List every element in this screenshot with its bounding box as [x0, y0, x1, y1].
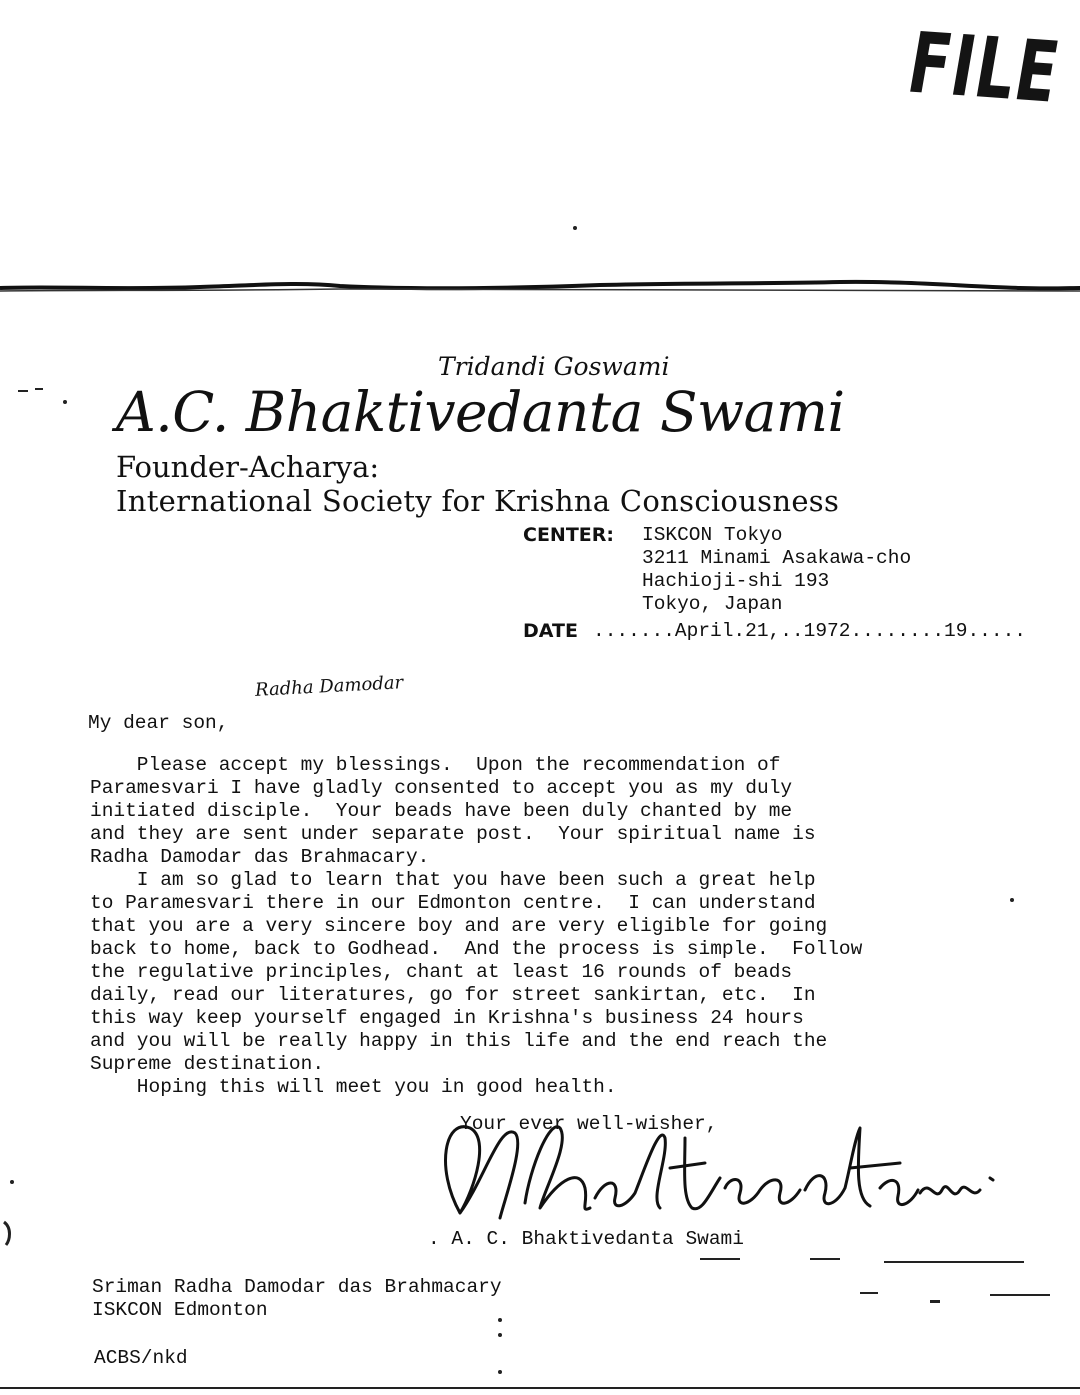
- letterhead-subtitle: Tridandi Goswami: [438, 352, 670, 381]
- body-line: back to home, back to Godhead. And the process is simple. Follow: [90, 938, 863, 960]
- reference-initials: ACBS/nkd: [94, 1347, 188, 1369]
- letterhead-society: International Society for Krishna Consciousness: [116, 484, 840, 518]
- addressee-line: ISKCON Edmonton: [92, 1299, 268, 1321]
- body-line: and you will be really happy in this life and the end reach the: [90, 1030, 828, 1052]
- body-line: to Paramesvari there in our Edmonton centre. I can understand: [90, 892, 816, 914]
- file-stamp: FILE: [901, 14, 1068, 122]
- body-line: initiated disciple. Your beads have been duly chanted by me: [90, 800, 793, 822]
- body-line: I am so glad to learn that you have been such a great help: [90, 869, 816, 891]
- body-line: Hoping this will meet you in good health.: [90, 1076, 617, 1098]
- body-line: that you are a very sincere boy and are very eligible for going: [90, 915, 828, 937]
- center-line: 3211 Minami Asakawa-cho: [642, 547, 912, 569]
- body-line: the regulative principles, chant at least 16 rounds of beads: [90, 961, 793, 983]
- center-line: Tokyo, Japan: [642, 593, 783, 615]
- letterhead-role: Founder-Acharya:: [116, 450, 380, 484]
- center-label: CENTER:: [523, 524, 614, 546]
- body-line: Supreme destination.: [90, 1053, 325, 1075]
- body-line: daily, read our literatures, go for street sankirtan, etc. In: [90, 984, 816, 1006]
- body-line: this way keep yourself engaged in Krishna's business 24 hours: [90, 1007, 804, 1029]
- date-label: DATE: [523, 620, 578, 642]
- body-line: Radha Damodar das Brahmacary.: [90, 846, 430, 868]
- center-line: ISKCON Tokyo: [642, 524, 783, 546]
- salutation: My dear son,: [88, 712, 229, 734]
- handwritten-note: Radha Damodar: [254, 672, 404, 701]
- closing: Your ever well-wisher,: [460, 1113, 718, 1135]
- date-value: .......April.21,..1972........19.....: [593, 620, 1026, 642]
- center-line: Hachioji-shi 193: [642, 570, 830, 592]
- addressee-line: Sriman Radha Damodar das Brahmacary: [92, 1276, 502, 1298]
- signed-name: . A. C. Bhaktivedanta Swami: [428, 1228, 744, 1250]
- body-line: and they are sent under separate post. Your spiritual name is: [90, 823, 816, 845]
- body-line: Please accept my blessings. Upon the recommendation of: [90, 754, 781, 776]
- body-line: Paramesvari I have gladly consented to accept you as my duly: [90, 777, 793, 799]
- letterhead-title: A.C. Bhaktivedanta Swami: [116, 380, 845, 444]
